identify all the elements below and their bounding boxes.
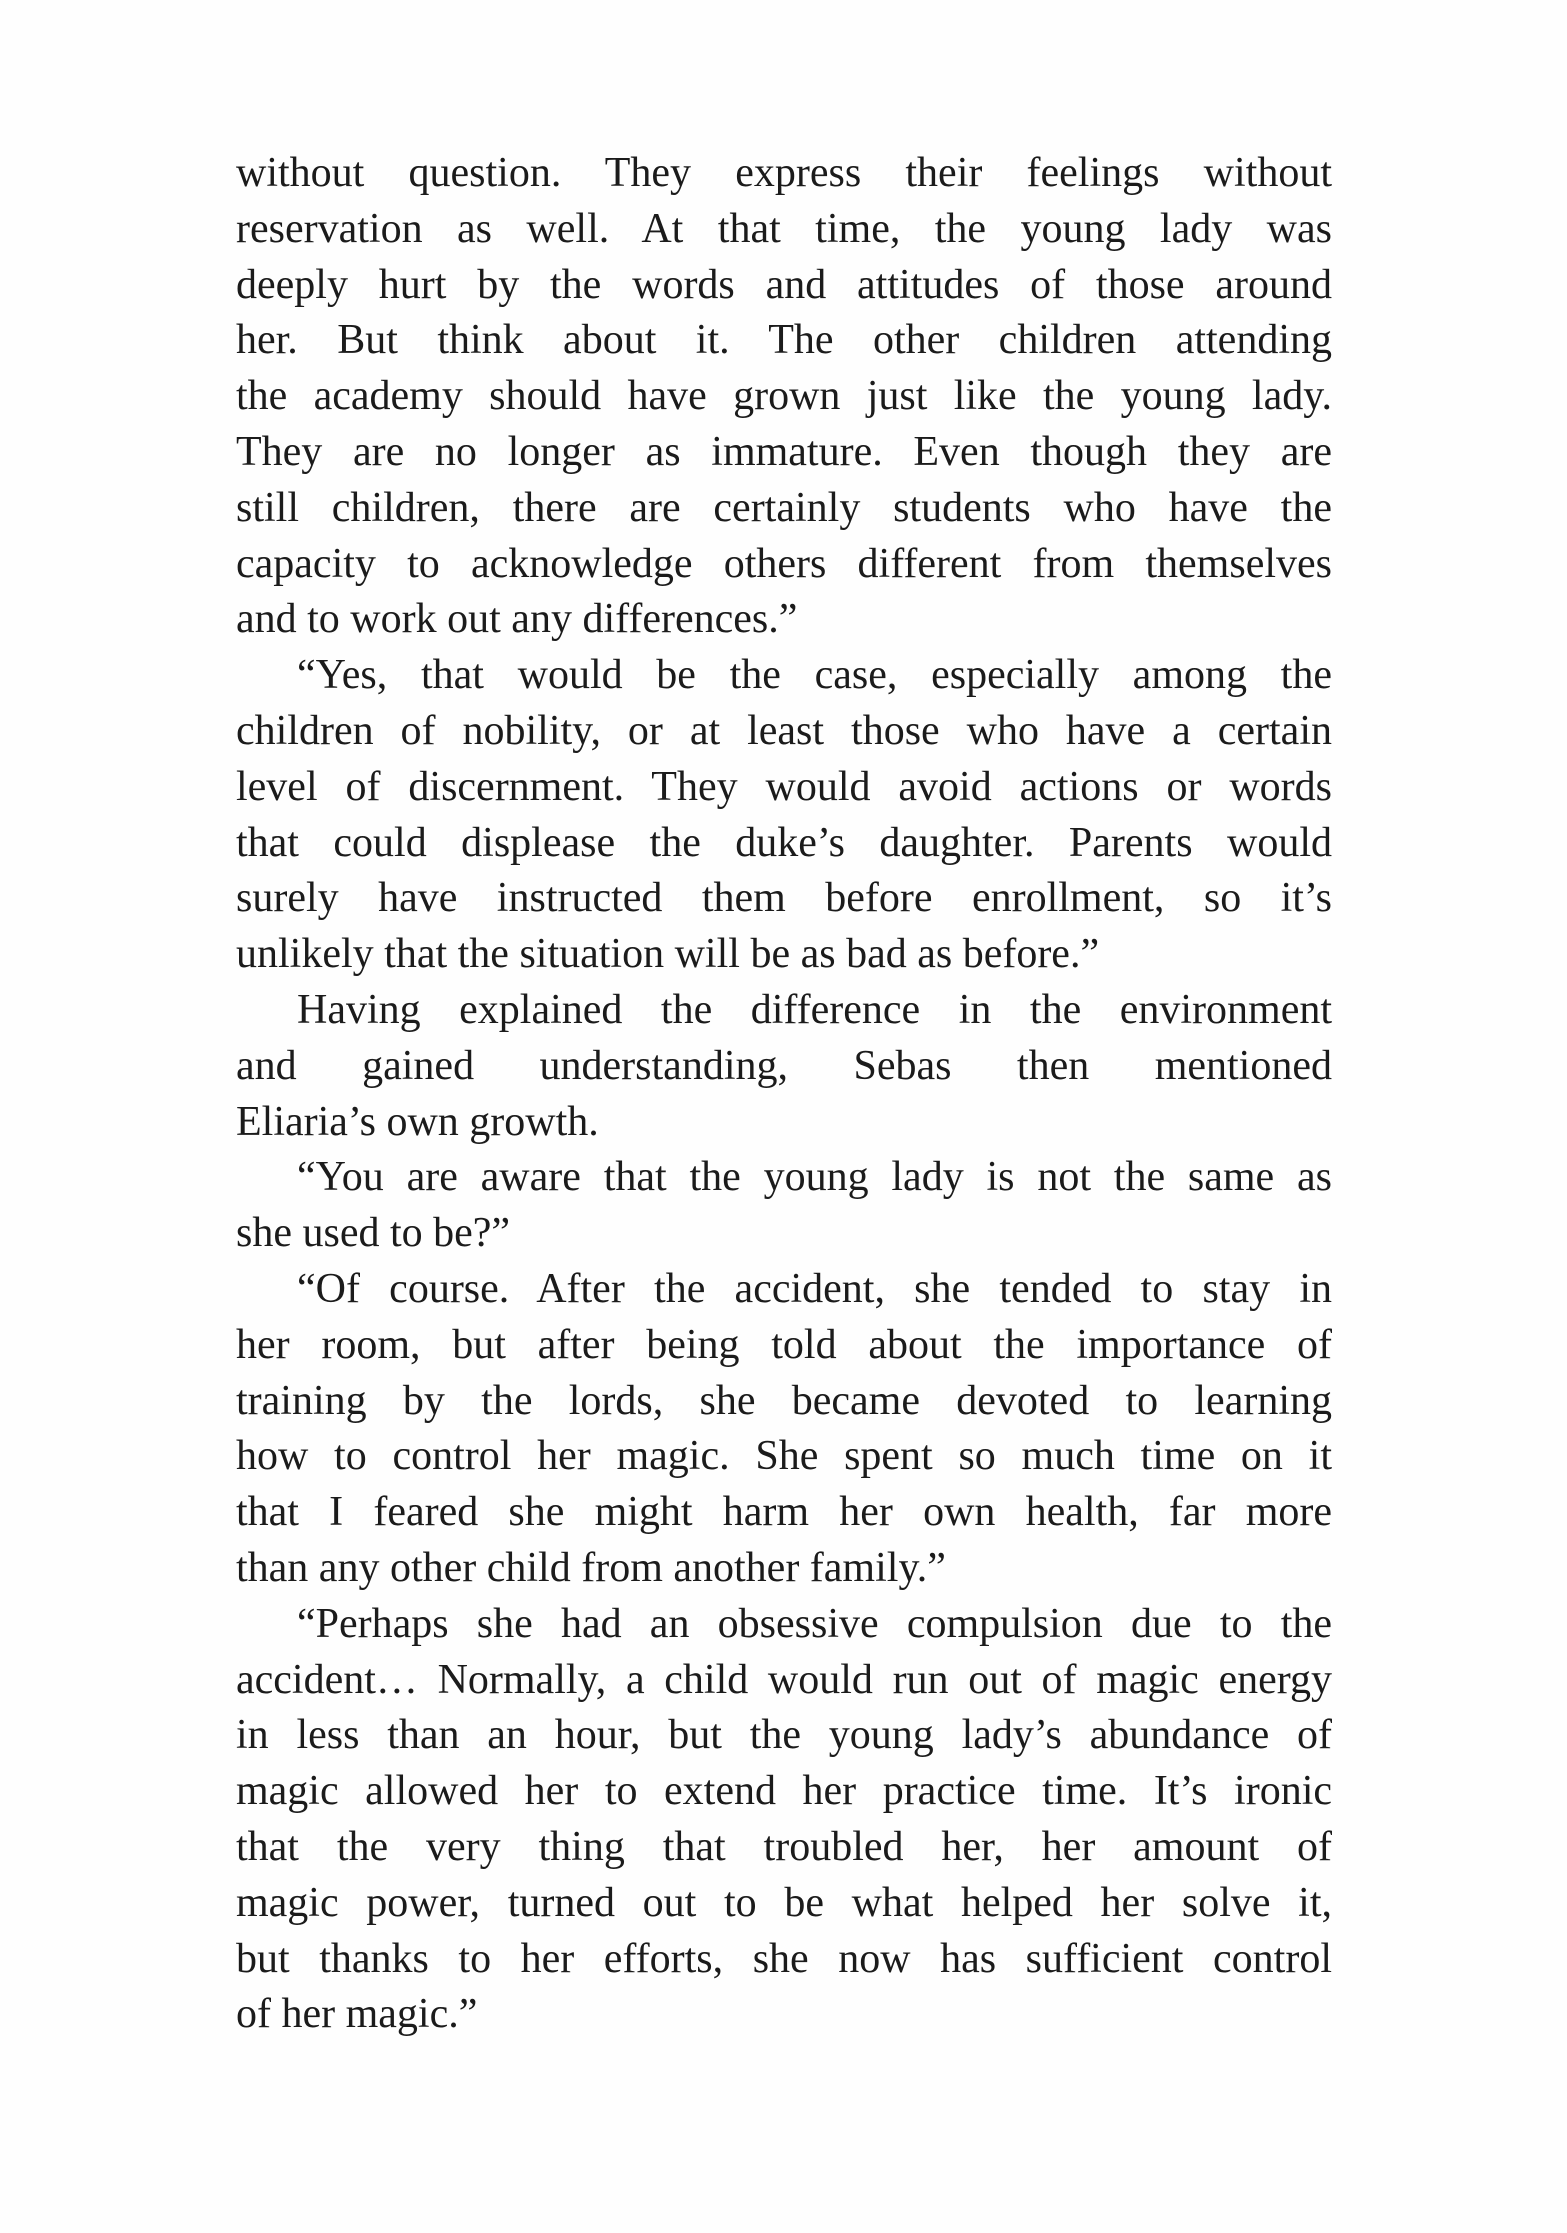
text-line: level of discernment. They would avoid actions or words	[236, 763, 1332, 810]
text-line: in less than an hour, but the young lady’s abundance of	[236, 1712, 1332, 1759]
text-line: “You are aware that the young lady is not the same as	[297, 1154, 1332, 1201]
text-line: accident… Normally, a child would run out of magic energy	[236, 1656, 1332, 1703]
text-line: of her magic.”	[236, 1991, 478, 2038]
text-line: magic power, turned out to be what helped her solve it,	[236, 1879, 1332, 1926]
text-line: how to control her magic. She spent so much time on it	[236, 1433, 1332, 1480]
text-line: magic allowed her to extend her practice time. It’s ironic	[236, 1768, 1332, 1815]
text-line: training by the lords, she became devoted to learning	[236, 1377, 1332, 1424]
text-line: without question. They express their feelings without	[236, 150, 1332, 196]
text-line: her. But think about it. The other children attending	[236, 317, 1332, 364]
text-line: deeply hurt by the words and attitudes of those around	[236, 261, 1332, 308]
text-line: the academy should have grown just like the young lady.	[236, 373, 1332, 420]
text-line: her room, but after being told about the importance of	[236, 1321, 1332, 1368]
text-line: and gained understanding, Sebas then mentioned	[236, 1042, 1332, 1089]
text-line: unlikely that the situation will be as bad as before.”	[236, 931, 1100, 978]
text-line: than any other child from another family.”	[236, 1544, 946, 1591]
text-line: and to work out any differences.”	[236, 596, 798, 643]
text-line: that the very thing that troubled her, her amount of	[236, 1823, 1332, 1870]
text-line: children of nobility, or at least those who have a certain	[236, 707, 1332, 754]
text-line: she used to be?”	[236, 1210, 511, 1257]
text-line: still children, there are certainly students who have the	[236, 484, 1332, 531]
text-line: that could displease the duke’s daughter. Parents would	[236, 819, 1332, 866]
text-line: “Yes, that would be the case, especially among the	[297, 652, 1332, 699]
text-line: reservation as well. At that time, the young lady was	[236, 205, 1332, 252]
text-line: Eliaria’s own growth.	[236, 1098, 599, 1145]
text-line: but thanks to her efforts, she now has sufficient control	[236, 1935, 1332, 1982]
text-line: Having explained the difference in the environment	[297, 986, 1332, 1033]
text-line: They are no longer as immature. Even though they are	[236, 428, 1332, 475]
text-line: “Of course. After the accident, she tended to stay in	[297, 1265, 1332, 1312]
page-text	[236, 146, 1332, 2043]
text-line: “Perhaps she had an obsessive compulsion due to the	[297, 1600, 1332, 1647]
text-line: surely have instructed them before enrollment, so it’s	[236, 875, 1332, 922]
text-line: capacity to acknowledge others different from themselves	[236, 540, 1332, 587]
text-line: that I feared she might harm her own health, far more	[236, 1489, 1332, 1536]
